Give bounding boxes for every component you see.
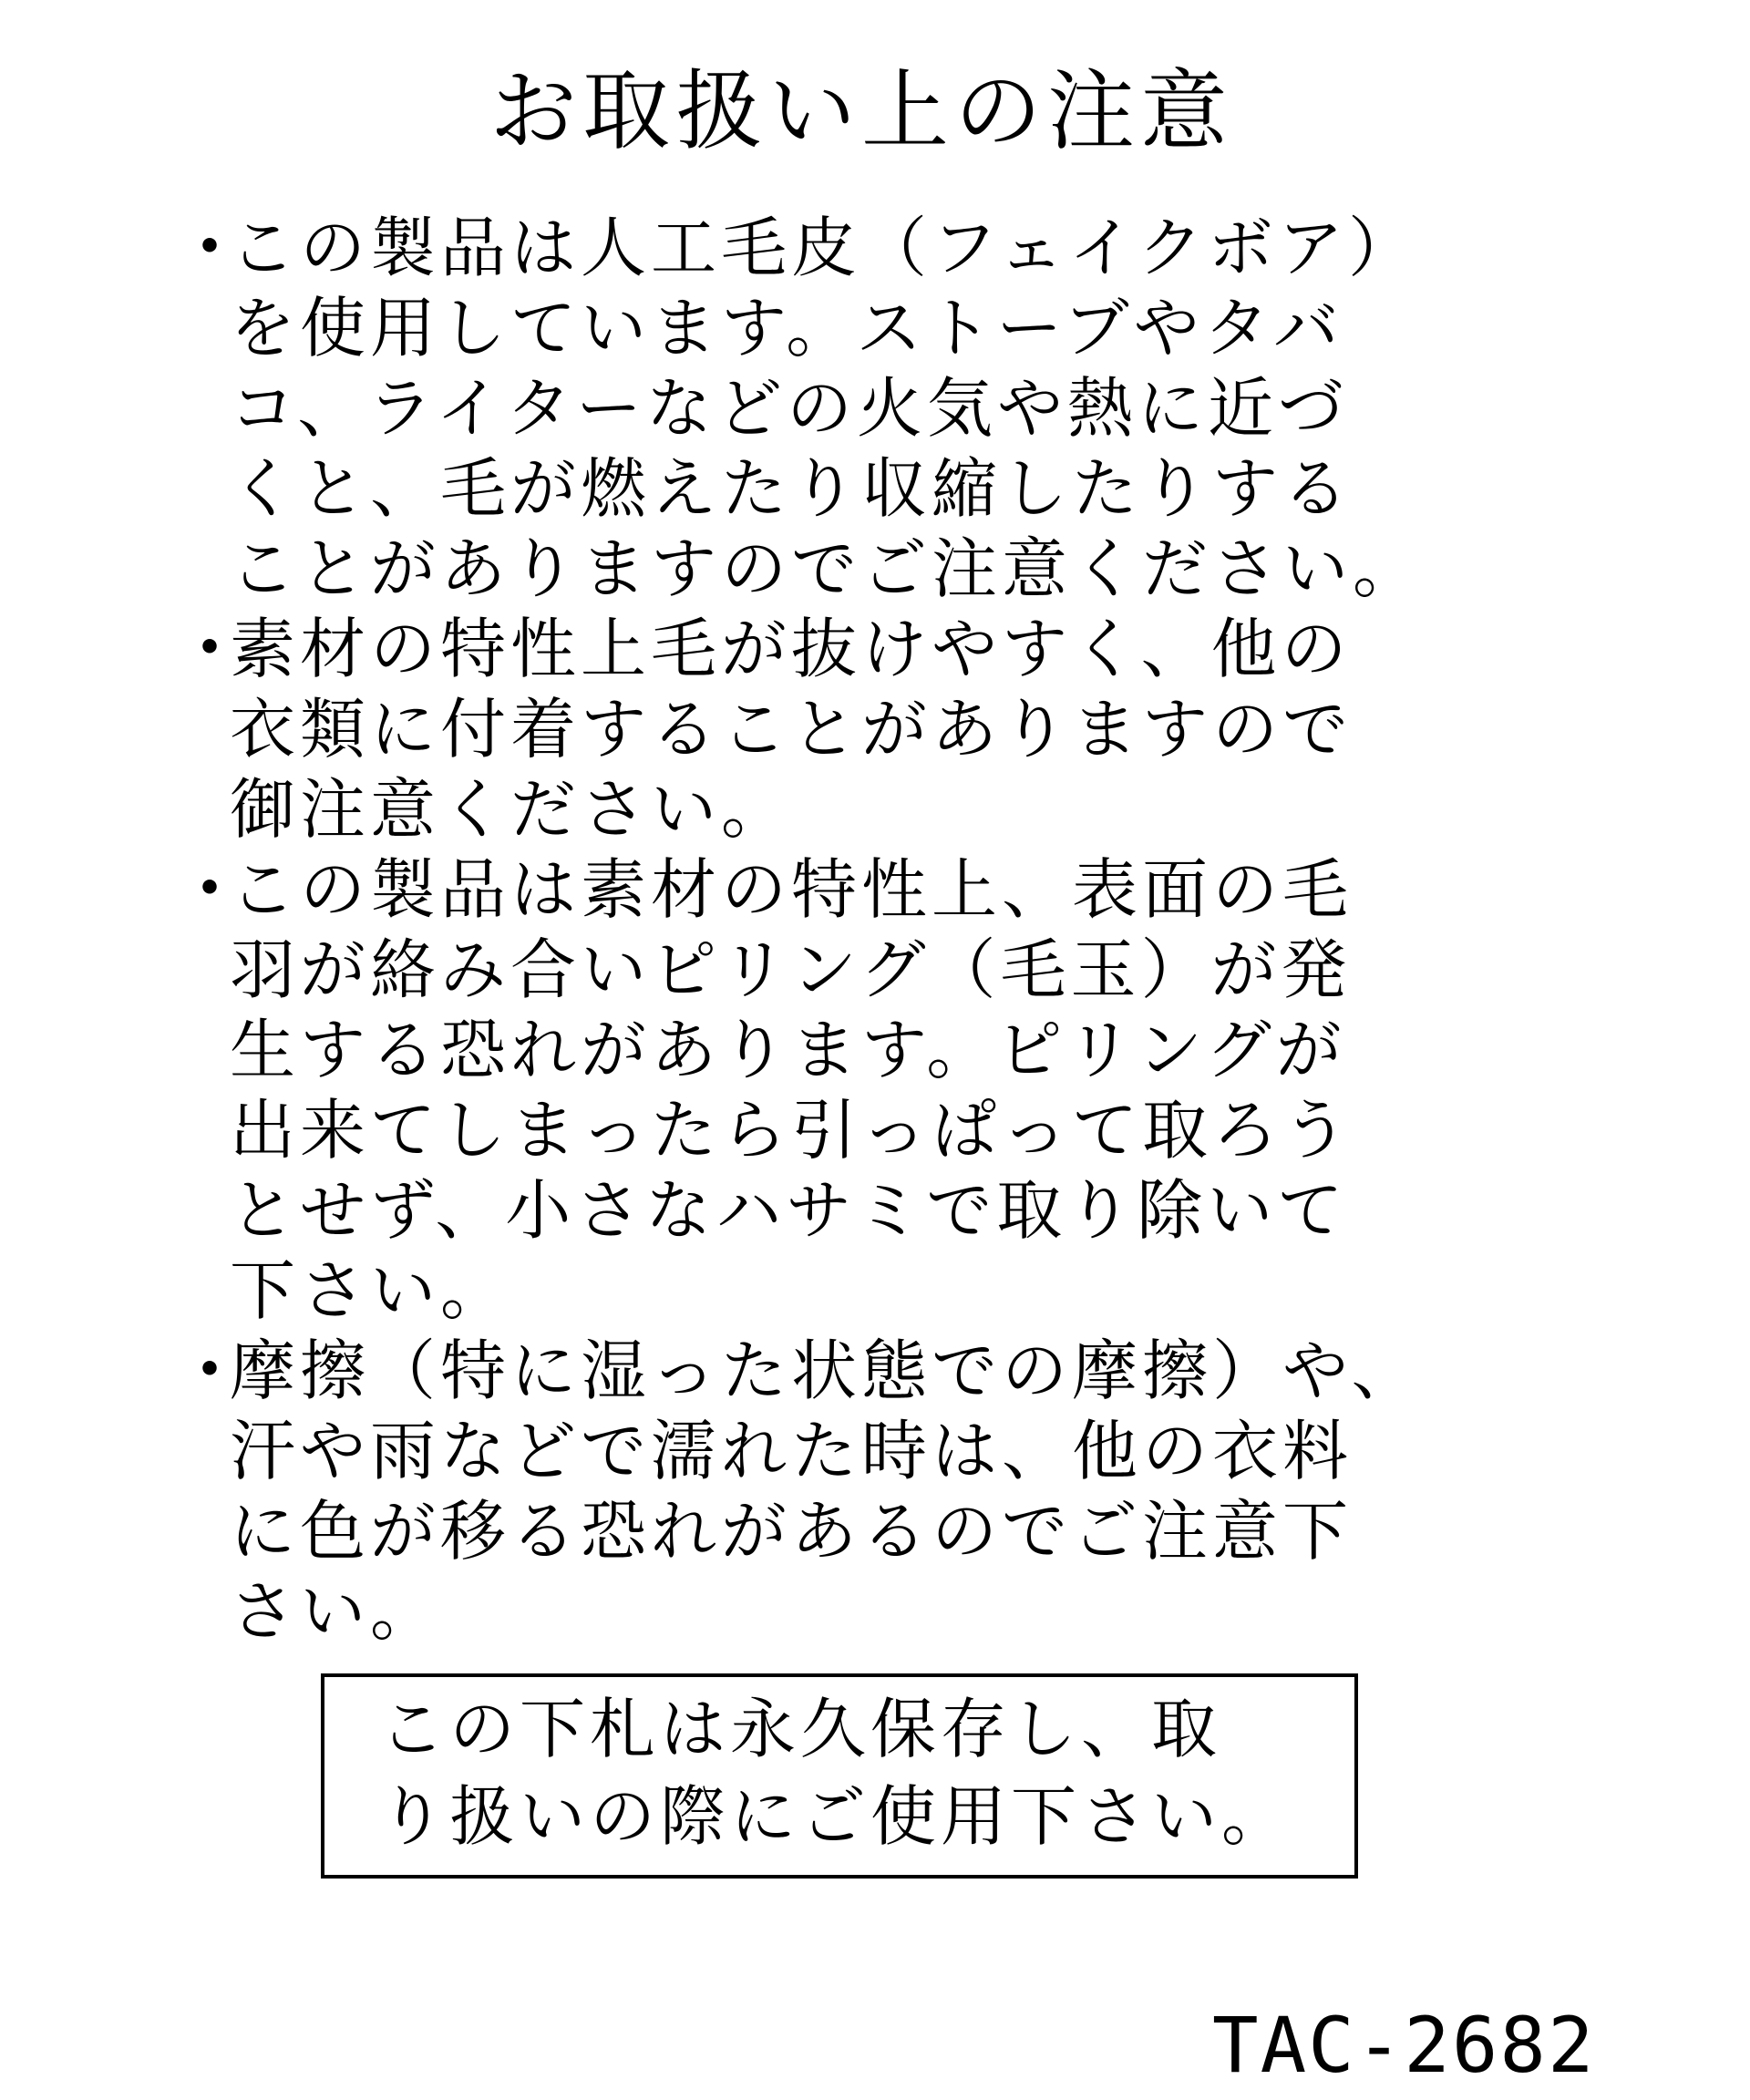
product-code: TAC-2682: [1212, 2001, 1596, 2090]
caution-line: 汗や雨などで濡れた時は、他の衣料: [230, 1413, 1354, 1489]
caution-line: 摩擦（特に湿った状態での摩擦）や、: [230, 1333, 1422, 1409]
caution-item-color-transfer: [171, 1326, 1539, 1652]
bullet-mark: ・: [171, 203, 249, 293]
keep-notice-line: この下札は永久保存し、取: [379, 1691, 1222, 1767]
caution-item-pilling: [171, 845, 1539, 1331]
caution-item-fake-fur: [171, 203, 1539, 609]
caution-line: 出来てしまったら引っぱって取ろう: [230, 1092, 1354, 1168]
caution-line: 生する恐れがあります。ピリングが: [230, 1012, 1346, 1088]
caution-line: 素材の特性上毛が抜けやすく、他の: [230, 611, 1352, 687]
caution-line: 御注意ください。: [230, 771, 792, 848]
keep-tag-notice-box: [321, 1673, 1358, 1879]
caution-line: 下さい。: [230, 1252, 511, 1329]
caution-line: コ、ライターなどの火気や熱に近づ: [230, 370, 1348, 447]
caution-line: この製品は素材の特性上、表面の毛: [230, 851, 1354, 928]
caution-line: 衣類に付着することがありますので: [230, 691, 1354, 767]
caution-line: 羽が絡み合いピリング（毛玉）が発: [230, 932, 1352, 1008]
bullet-mark: ・: [171, 845, 249, 934]
caution-line: に色が移る恐れがあるのでご注意下: [230, 1493, 1354, 1570]
caution-line: とせず、小さなハサミで取り除いて: [230, 1172, 1348, 1249]
bullet-mark: ・: [171, 604, 249, 694]
page-title: お取扱い上の注意: [489, 60, 1233, 162]
caution-line: ことがありますのでご注意ください。: [230, 530, 1424, 607]
caution-item-shedding: [171, 604, 1539, 849]
keep-notice-line: り扱いの際にご使用下さい。: [379, 1778, 1292, 1855]
bullet-mark: ・: [171, 1326, 249, 1415]
caution-line: を使用しています。ストーブやタバ: [230, 290, 1343, 366]
caution-line: さい。: [230, 1573, 441, 1650]
caution-line: この製品は人工毛皮（フェイクボア）: [230, 210, 1418, 286]
caution-line: くと、毛が燃えたり収縮したりする: [230, 450, 1354, 527]
